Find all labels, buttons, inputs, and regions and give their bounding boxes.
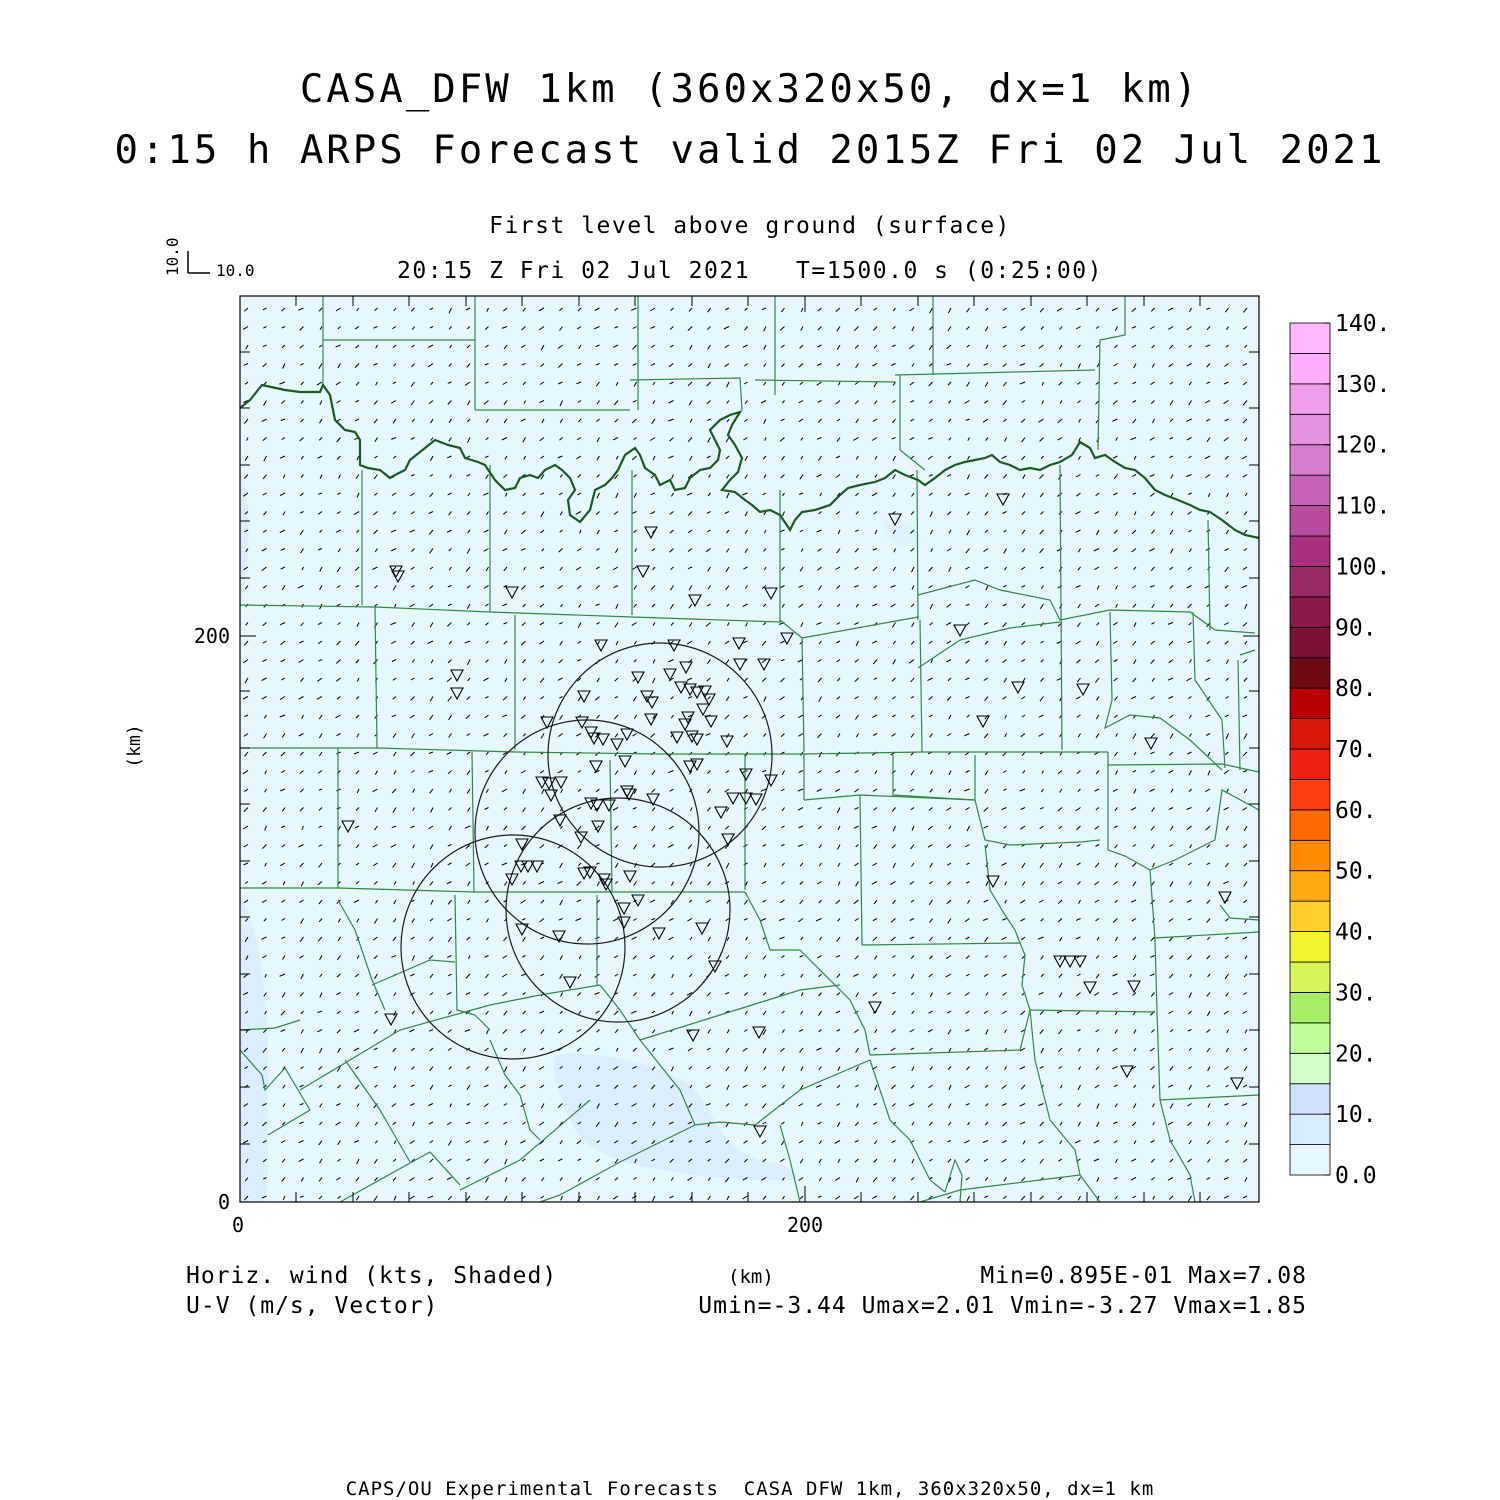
colorbar-segment (1290, 566, 1330, 596)
colorbar-segment (1290, 1053, 1330, 1083)
reference-vector (163, 237, 255, 280)
vector-min-max: Umin=-3.44 Umax=2.01 Vmin=-3.27 Vmax=1.85 (698, 1293, 1307, 1319)
footer-credit: CAPS/OU Experimental Forecasts CASA DFW 1km, 360x320x50, dx=1 km (345, 1478, 1155, 1500)
colorbar-segment (1290, 749, 1330, 779)
colorbar-label: 110. (1335, 493, 1391, 520)
field-min-max: Min=0.895E-01 Max=7.08 (980, 1263, 1307, 1289)
colorbar-segment (1290, 1114, 1330, 1144)
colorbar-label: 140. (1335, 311, 1391, 337)
colorbar-label: 50. (1335, 858, 1377, 885)
colorbar-label: 90. (1335, 615, 1377, 642)
x-tick-label-200: 200 (786, 1213, 824, 1237)
y-tick-label-0: 0 (217, 1190, 230, 1214)
colorbar-label: 100. (1335, 554, 1391, 581)
colorbar-segment (1290, 992, 1330, 1022)
colorbar-segment (1290, 1145, 1330, 1175)
field-description: Horiz. wind (kts, Shaded) (186, 1263, 558, 1289)
colorbar-segment (1290, 688, 1330, 718)
y-tick-label-200: 200 (193, 624, 230, 648)
colorbar-segment (1290, 414, 1330, 444)
valid-time-line: 20:15 Z Fri 02 Jul 2021 T=1500.0 s (0:25:00) (397, 258, 1103, 284)
colorbar-segment (1290, 932, 1330, 962)
colorbar-segment (1290, 627, 1330, 657)
reference-vector-vertical-label: 10.0 (163, 237, 182, 276)
title-line-1: CASA_DFW 1km (360x320x50, dx=1 km) (299, 67, 1201, 112)
colorbar-segment (1290, 353, 1330, 383)
colorbar-segment (1290, 475, 1330, 505)
colorbar-labels (1335, 311, 1390, 1189)
x-tick-label-0: 0 (231, 1213, 245, 1237)
colorbar-label: 60. (1335, 797, 1377, 824)
colorbar-segment (1290, 840, 1330, 870)
colorbar-segment (1290, 779, 1330, 809)
colorbar-segment (1290, 658, 1330, 688)
reference-vector-horizontal-label: 10.0 (216, 261, 255, 280)
colorbar-segment (1290, 506, 1330, 536)
colorbar-segment (1290, 1084, 1330, 1114)
colorbar (1290, 323, 1330, 1175)
colorbar-label: 70. (1335, 737, 1377, 763)
colorbar-label: 120. (1335, 432, 1391, 459)
colorbar-segment (1290, 1023, 1330, 1053)
colorbar-label: 40. (1335, 919, 1377, 946)
colorbar-segment (1290, 871, 1330, 901)
colorbar-segment (1290, 719, 1330, 749)
y-axis-label: (km) (124, 724, 145, 768)
vector-description: U-V (m/s, Vector) (186, 1293, 439, 1319)
colorbar-segment (1290, 323, 1330, 353)
colorbar-label: 10. (1335, 1102, 1377, 1129)
colorbar-label: 0.0 (1335, 1163, 1377, 1189)
colorbar-segment (1290, 536, 1330, 566)
colorbar-label: 30. (1335, 980, 1377, 1007)
colorbar-segment (1290, 810, 1330, 840)
colorbar-segment (1290, 597, 1330, 627)
colorbar-label: 130. (1335, 371, 1391, 398)
colorbar-segment (1290, 445, 1330, 475)
level-label: First level above ground (surface) (489, 213, 1011, 239)
colorbar-segment (1290, 384, 1330, 414)
title-line-2: 0:15 h ARPS Forecast valid 2015Z Fri 02 Jul 2021 (114, 128, 1386, 173)
x-axis-label: (km) (728, 1266, 774, 1288)
colorbar-label: 80. (1335, 676, 1377, 703)
colorbar-label: 20. (1335, 1041, 1377, 1068)
colorbar-segment (1290, 901, 1330, 931)
colorbar-segment (1290, 962, 1330, 992)
